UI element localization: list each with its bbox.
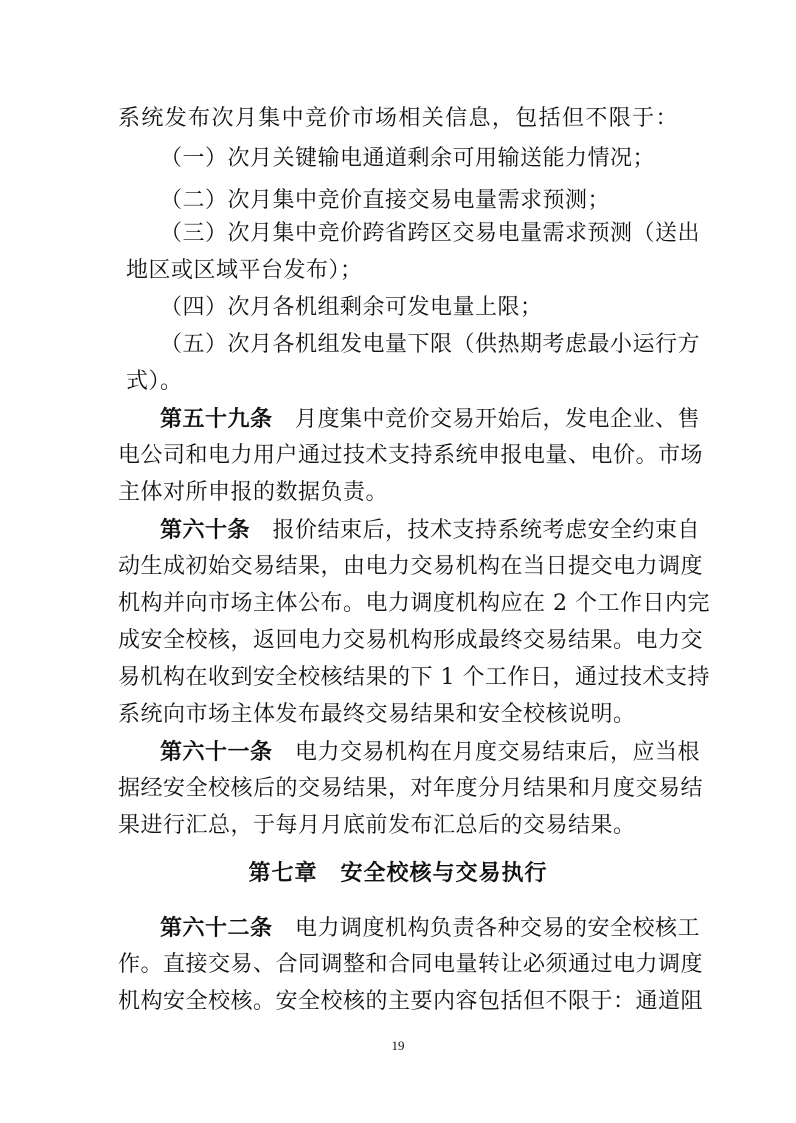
paragraph-line: 动生成初始交易结果，由电力交易机构在当日提交电力调度 [118, 554, 704, 579]
list-item: （二）次月集中竞价直接交易电量需求预测； [160, 188, 611, 213]
list-item: （三）次月集中竞价跨省跨区交易电量需求预测（送出 [160, 221, 701, 246]
article-text: 月度集中竞价交易开始后，发电企业、售 [272, 407, 701, 432]
article-text: 报价结束后，技术支持系统考虑安全约束自 [250, 518, 701, 543]
article-heading: 第六十一条 [160, 739, 273, 765]
article-text: 电力交易机构在月度交易结束后，应当根 [272, 740, 701, 765]
article-59-line [160, 399, 701, 439]
paragraph-line: 主体对所申报的数据负责。 [118, 480, 389, 505]
paragraph-line: 系统向市场主体发布最终交易结果和安全校核说明。 [118, 702, 636, 727]
article-text: 电力调度机构负责各种交易的安全校核工 [272, 916, 701, 941]
paragraph-line: 成安全校核，返回电力交易机构形成最终交易结果。电力交 [118, 628, 704, 653]
paragraph-line: 果进行汇总，于每月月底前发布汇总后的交易结果。 [118, 813, 636, 838]
article-heading: 第六十条 [160, 517, 251, 543]
list-item: （一）次月关键输电通道剩余可用输送能力情况； [160, 146, 656, 171]
list-item: （四）次月各机组剩余可发电量上限； [160, 295, 543, 320]
page-number: 19 [391, 1038, 405, 1053]
paragraph-line: 式）。 [126, 369, 183, 394]
paragraph-line: 地区或区域平台发布）； [126, 258, 363, 283]
paragraph-line: 易机构在收到安全校核结果的下 1 个工作日，通过技术支持 [118, 665, 710, 690]
paragraph-line: 作。直接交易、合同调整和合同电量转让必须通过电力调度 [118, 952, 704, 977]
paragraph-line: 据经安全校核后的交易结果，对年度分月结果和月度交易结 [118, 776, 704, 801]
article-61-line [160, 732, 701, 772]
article-heading: 第六十二条 [160, 915, 273, 941]
paragraph-line: 机构安全校核。安全校核的主要内容包括但不限于：通道阻 [118, 989, 704, 1014]
paragraph-line: 机构并向市场主体公布。电力调度机构应在 2 个工作日内完 [118, 591, 710, 616]
article-60-line [160, 510, 701, 550]
chapter-heading: 第七章 安全校核与交易执行 [248, 860, 548, 886]
article-heading: 第五十九条 [160, 406, 273, 432]
list-item: （五）次月各机组发电量下限（供热期考虑最小运行方 [160, 332, 701, 357]
paragraph-line: 电公司和电力用户通过技术支持系统申报电量、电价。市场 [118, 443, 704, 468]
article-62-line [160, 908, 701, 948]
paragraph-line: 系统发布次月集中竞价市场相关信息，包括但不限于： [118, 106, 678, 131]
